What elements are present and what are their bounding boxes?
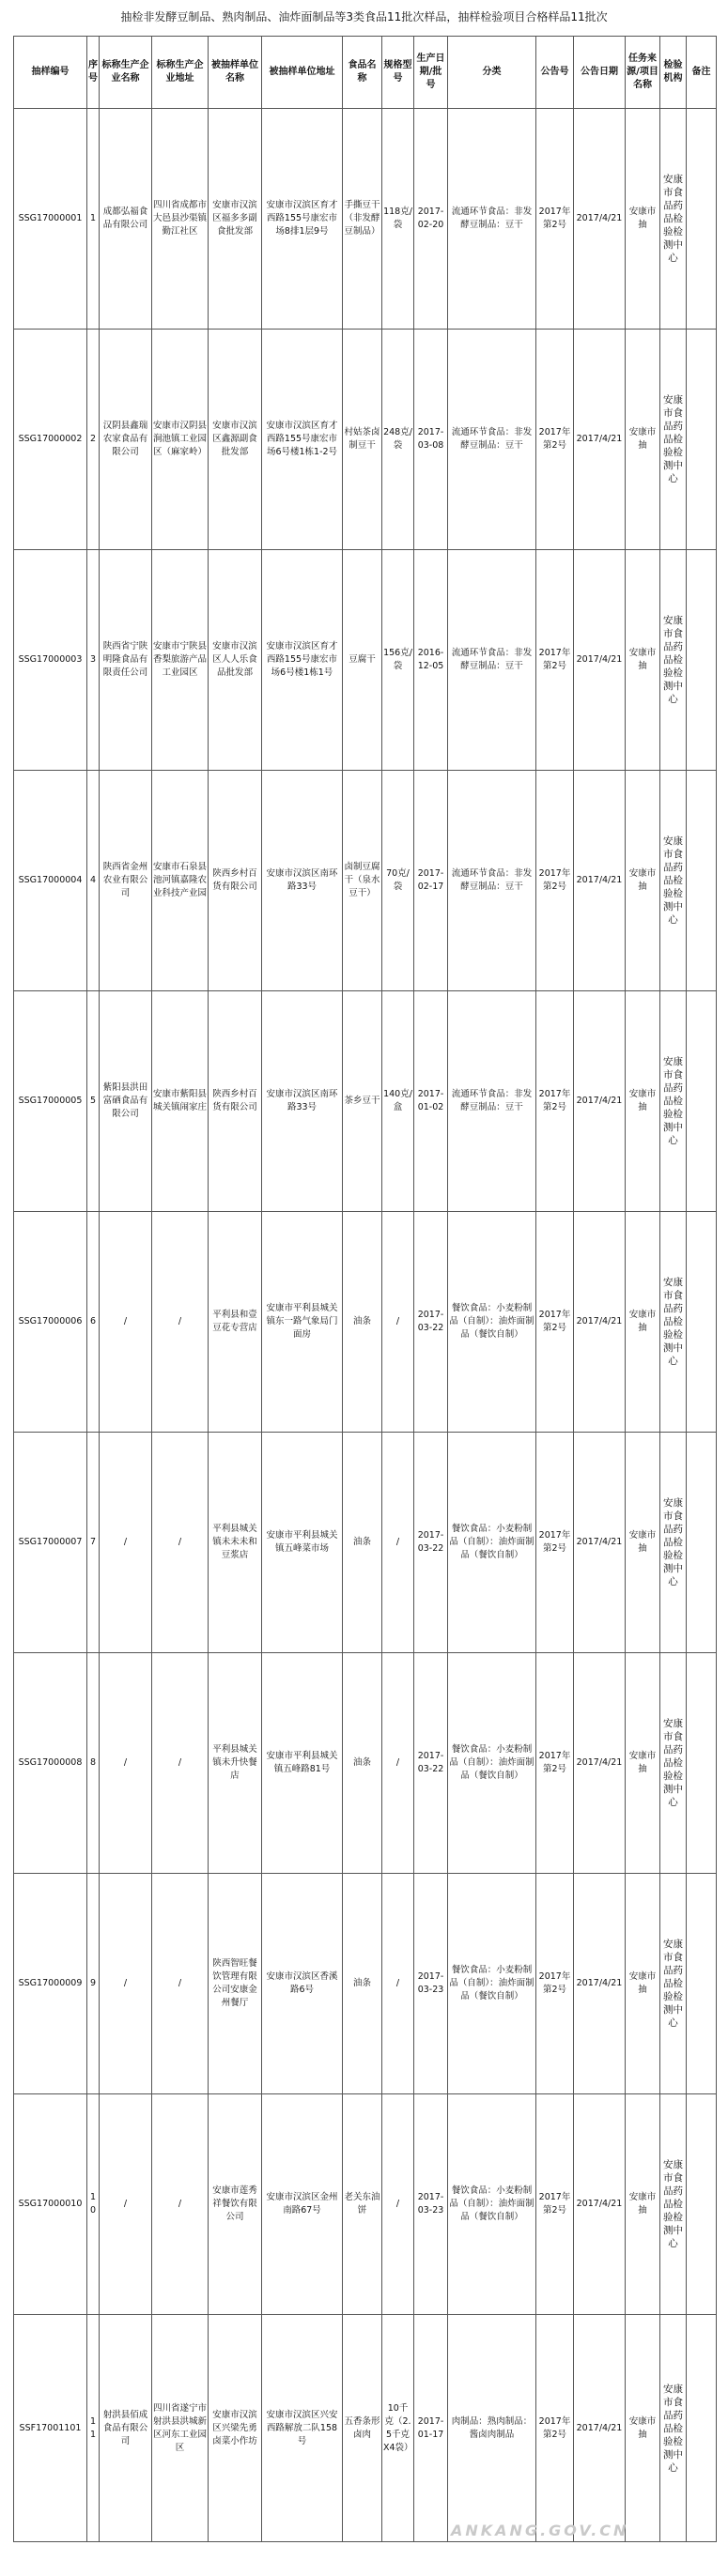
sample-code-cell: SSG17000006	[14, 1212, 87, 1433]
header-cell: 检验机构	[660, 37, 687, 109]
sampled-unit-address-cell: 安康市平利县城关镇五峰路81号	[262, 1653, 343, 1874]
manufacturer-cell: 紫阳县洪田富硒食品有限公司	[100, 991, 152, 1212]
serial-no-cell: 11	[87, 2315, 100, 2542]
table-row	[14, 1212, 717, 1433]
manufacturer-cell: 陕西省金州农业有限公司	[100, 771, 152, 991]
manufacturer-address-cell: /	[152, 1433, 209, 1653]
header-cell: 规格型号	[382, 37, 414, 109]
production-date-cell: 2017-03-23	[414, 1874, 448, 2094]
spec-cell: 118克/袋	[382, 109, 414, 330]
header-cell: 备注	[687, 37, 717, 109]
task-source-cell: 安康市抽	[626, 2315, 660, 2542]
sampled-unit-address-cell: 安康市平利县城关镇五峰菜市场	[262, 1433, 343, 1653]
header-cell: 标称生产企业名称	[100, 37, 152, 109]
notice-no-cell: 2017年第2号	[536, 1653, 574, 1874]
header-cell: 标称生产企业地址	[152, 37, 209, 109]
table-row	[14, 2315, 717, 2542]
sample-code-cell: SSG17000004	[14, 771, 87, 991]
sample-code-cell: SSG17000001	[14, 109, 87, 330]
table-row	[14, 109, 717, 330]
task-source-cell: 安康市抽	[626, 771, 660, 991]
header-row	[14, 37, 717, 109]
sampled-unit-cell: 安康市汉滨区鑫源副食批发部	[209, 330, 262, 550]
lab-cell: 安康市食品药品检验检测中心	[660, 771, 687, 991]
manufacturer-address-cell: /	[152, 1874, 209, 2094]
food-name-cell: 卤制豆腐干（泉水豆干）	[343, 771, 382, 991]
sampled-unit-cell: 安康市汉滨区福多多副食批发部	[209, 109, 262, 330]
remark-cell	[687, 991, 717, 1212]
header-cell: 被抽样单位地址	[262, 37, 343, 109]
category-cell: 肉制品：熟肉制品：酱卤肉制品	[448, 2315, 536, 2542]
notice-no-cell: 2017年第2号	[536, 2094, 574, 2315]
production-date-cell: 2017-02-17	[414, 771, 448, 991]
task-source-cell: 安康市抽	[626, 550, 660, 771]
remark-cell	[687, 2094, 717, 2315]
sampled-unit-address-cell: 安康市汉滨区南环路33号	[262, 771, 343, 991]
task-source-cell: 安康市抽	[626, 330, 660, 550]
food-name-cell: 五香条形卤肉	[343, 2315, 382, 2542]
sampled-unit-cell: 安康市汉滨区人人乐食品批发部	[209, 550, 262, 771]
category-cell: 流通环节食品：非发酵豆制品：豆干	[448, 991, 536, 1212]
publish-date-cell: 2017/4/21	[574, 330, 626, 550]
serial-no-cell: 2	[87, 330, 100, 550]
table-row	[14, 1874, 717, 2094]
serial-no-cell: 1	[87, 109, 100, 330]
table-row	[14, 1433, 717, 1653]
sample-code-cell: SSG17000005	[14, 991, 87, 1212]
table-row	[14, 991, 717, 1212]
sampled-unit-cell: 平利县城关镇未升快餐店	[209, 1653, 262, 1874]
manufacturer-cell: 汉阴县鑫瑞农家食品有限公司	[100, 330, 152, 550]
lab-cell: 安康市食品药品检验检测中心	[660, 2315, 687, 2542]
sampled-unit-address-cell: 安康市平利县城关镇东一路气象局门面房	[262, 1212, 343, 1433]
header-cell: 任务来源/项目名称	[626, 37, 660, 109]
manufacturer-address-cell: /	[152, 1212, 209, 1433]
food-name-cell: 村姑茶卤制豆干	[343, 330, 382, 550]
sampled-unit-cell: 陕西乡村百货有限公司	[209, 771, 262, 991]
lab-cell: 安康市食品药品检验检测中心	[660, 1653, 687, 1874]
serial-no-cell: 3	[87, 550, 100, 771]
publish-date-cell: 2017/4/21	[574, 109, 626, 330]
header-cell: 食品名称	[343, 37, 382, 109]
spec-cell: /	[382, 1874, 414, 2094]
food-name-cell: 茶乡豆干	[343, 991, 382, 1212]
production-date-cell: 2017-01-02	[414, 991, 448, 1212]
lab-cell: 安康市食品药品检验检测中心	[660, 2094, 687, 2315]
sampled-unit-address-cell: 安康市汉滨区香溪路6号	[262, 1874, 343, 2094]
sampled-unit-cell: 陕西智旺餐饮管理有限公司安康金州餐厅	[209, 1874, 262, 2094]
serial-no-cell: 8	[87, 1653, 100, 1874]
spec-cell: 10千克（2.5千克X4袋）	[382, 2315, 414, 2542]
sample-code-cell: SSG17000010	[14, 2094, 87, 2315]
serial-no-cell: 7	[87, 1433, 100, 1653]
food-name-cell: 豆腐干	[343, 550, 382, 771]
manufacturer-address-cell: 安康市紫阳县城关镇闹家庄	[152, 991, 209, 1212]
notice-no-cell: 2017年第2号	[536, 550, 574, 771]
production-date-cell: 2017-01-17	[414, 2315, 448, 2542]
spec-cell: 140克/盒	[382, 991, 414, 1212]
header-cell: 分类	[448, 37, 536, 109]
manufacturer-cell: 陕西省宁陕明隆食品有限责任公司	[100, 550, 152, 771]
manufacturer-cell: /	[100, 1653, 152, 1874]
page-title: 抽检非发酵豆制品、熟肉制品、油炸面制品等3类食品11批次样品，抽样检验项目合格样品11批次	[120, 10, 608, 23]
manufacturer-cell: /	[100, 1433, 152, 1653]
lab-cell: 安康市食品药品检验检测中心	[660, 1212, 687, 1433]
production-date-cell: 2017-03-22	[414, 1433, 448, 1653]
table-row	[14, 550, 717, 771]
notice-no-cell: 2017年第2号	[536, 1874, 574, 2094]
production-date-cell: 2017-03-22	[414, 1653, 448, 1874]
task-source-cell: 安康市抽	[626, 1212, 660, 1433]
sample-code-cell: SSG17000003	[14, 550, 87, 771]
manufacturer-address-cell: 安康市宁陕县香梨旅游产品工业园区	[152, 550, 209, 771]
task-source-cell: 安康市抽	[626, 1653, 660, 1874]
table-row	[14, 771, 717, 991]
header-cell: 公告号	[536, 37, 574, 109]
table-row	[14, 330, 717, 550]
category-cell: 餐饮食品：小麦粉制品（自制）：油炸面制品（餐饮自制）	[448, 1653, 536, 1874]
food-name-cell: 老关东油饼	[343, 2094, 382, 2315]
sampled-unit-address-cell: 安康市汉滨区兴安西路解放二队158号	[262, 2315, 343, 2542]
sampled-unit-cell: 安康市汉滨区兴梁先勇卤菜小作坊	[209, 2315, 262, 2542]
manufacturer-address-cell: 四川省成都市大邑县沙渠镇勤江社区	[152, 109, 209, 330]
publish-date-cell: 2017/4/21	[574, 1212, 626, 1433]
category-cell: 餐饮食品：小麦粉制品（自制）：油炸面制品（餐饮自制）	[448, 1874, 536, 2094]
remark-cell	[687, 1874, 717, 2094]
spec-cell: 248克/袋	[382, 330, 414, 550]
manufacturer-address-cell: 安康市石泉县池河镇嘉隆农业科技产业园	[152, 771, 209, 991]
notice-no-cell: 2017年第2号	[536, 1212, 574, 1433]
category-cell: 流通环节食品：非发酵豆制品：豆干	[448, 771, 536, 991]
remark-cell	[687, 550, 717, 771]
lab-cell: 安康市食品药品检验检测中心	[660, 991, 687, 1212]
sample-code-cell: SSG17000002	[14, 330, 87, 550]
publish-date-cell: 2017/4/21	[574, 771, 626, 991]
category-cell: 餐饮食品：小麦粉制品（自制）：油炸面制品（餐饮自制）	[448, 1212, 536, 1433]
spec-cell: /	[382, 1212, 414, 1433]
food-name-cell: 油条	[343, 1433, 382, 1653]
watermark: ANKANG.GOV.CN	[451, 2522, 629, 2539]
spec-cell: /	[382, 1433, 414, 1653]
header-cell: 被抽样单位名称	[209, 37, 262, 109]
task-source-cell: 安康市抽	[626, 991, 660, 1212]
task-source-cell: 安康市抽	[626, 109, 660, 330]
header-cell: 公告日期	[574, 37, 626, 109]
food-name-cell: 手撕豆干（非发酵豆制品）	[343, 109, 382, 330]
sampled-unit-address-cell: 安康市汉滨区金州南路67号	[262, 2094, 343, 2315]
sampled-unit-address-cell: 安康市汉滨区南环路33号	[262, 991, 343, 1212]
publish-date-cell: 2017/4/21	[574, 1433, 626, 1653]
category-cell: 流通环节食品：非发酵豆制品：豆干	[448, 109, 536, 330]
food-name-cell: 油条	[343, 1653, 382, 1874]
production-date-cell: 2017-03-22	[414, 1212, 448, 1433]
sample-code-cell: SSG17000007	[14, 1433, 87, 1653]
header-cell: 序号	[87, 37, 100, 109]
remark-cell	[687, 1433, 717, 1653]
spec-cell: 70克/袋	[382, 771, 414, 991]
sample-code-cell: SSG17000009	[14, 1874, 87, 2094]
lab-cell: 安康市食品药品检验检测中心	[660, 1874, 687, 2094]
spec-cell: /	[382, 1653, 414, 1874]
notice-no-cell: 2017年第2号	[536, 1433, 574, 1653]
publish-date-cell: 2017/4/21	[574, 1874, 626, 2094]
category-cell: 餐饮食品：小麦粉制品（自制）：油炸面制品（餐饮自制）	[448, 1433, 536, 1653]
remark-cell	[687, 109, 717, 330]
remark-cell	[687, 1653, 717, 1874]
manufacturer-cell: /	[100, 1212, 152, 1433]
manufacturer-address-cell: 四川省遂宁市射洪县洪城新区河东工业园区	[152, 2315, 209, 2542]
sampled-unit-address-cell: 安康市汉滨区育才西路155号康宏市场8排1层9号	[262, 109, 343, 330]
serial-no-cell: 5	[87, 991, 100, 1212]
publish-date-cell: 2017/4/21	[574, 2094, 626, 2315]
sampled-unit-cell: 安康市莲秀祥餐饮有限公司	[209, 2094, 262, 2315]
lab-cell: 安康市食品药品检验检测中心	[660, 550, 687, 771]
table-row	[14, 1653, 717, 1874]
sampled-unit-cell: 平利县城关镇未未未和豆浆店	[209, 1433, 262, 1653]
serial-no-cell: 10	[87, 2094, 100, 2315]
lab-cell: 安康市食品药品检验检测中心	[660, 330, 687, 550]
serial-no-cell: 4	[87, 771, 100, 991]
inspection-table	[13, 36, 717, 2542]
table-row	[14, 2094, 717, 2315]
category-cell: 餐饮食品：小麦粉制品（自制）：油炸面制品（餐饮自制）	[448, 2094, 536, 2315]
sampled-unit-address-cell: 安康市汉滨区育才西路155号康宏市场6号楼1栋1号	[262, 550, 343, 771]
category-cell: 流通环节食品：非发酵豆制品：豆干	[448, 330, 536, 550]
sample-code-cell: SSF17001101	[14, 2315, 87, 2542]
lab-cell: 安康市食品药品检验检测中心	[660, 1433, 687, 1653]
sampled-unit-cell: 陕西乡村百货有限公司	[209, 991, 262, 1212]
notice-no-cell: 2017年第2号	[536, 2315, 574, 2542]
production-date-cell: 2017-03-23	[414, 2094, 448, 2315]
production-date-cell: 2017-03-08	[414, 330, 448, 550]
publish-date-cell: 2017/4/21	[574, 991, 626, 1212]
lab-cell: 安康市食品药品检验检测中心	[660, 109, 687, 330]
task-source-cell: 安康市抽	[626, 1433, 660, 1653]
remark-cell	[687, 330, 717, 550]
sampled-unit-cell: 平利县和壹豆花专营店	[209, 1212, 262, 1433]
remark-cell	[687, 2315, 717, 2542]
manufacturer-address-cell: /	[152, 1653, 209, 1874]
remark-cell	[687, 1212, 717, 1433]
production-date-cell: 2017-02-20	[414, 109, 448, 330]
notice-no-cell: 2017年第2号	[536, 330, 574, 550]
manufacturer-address-cell: 安康市汉阴县涧池镇工业园区（麻家岭）	[152, 330, 209, 550]
notice-no-cell: 2017年第2号	[536, 991, 574, 1212]
manufacturer-cell: 射洪县佰成食品有限公司	[100, 2315, 152, 2542]
manufacturer-cell: /	[100, 2094, 152, 2315]
serial-no-cell: 9	[87, 1874, 100, 2094]
task-source-cell: 安康市抽	[626, 1874, 660, 2094]
spec-cell: 156克/袋	[382, 550, 414, 771]
spec-cell: /	[382, 2094, 414, 2315]
manufacturer-cell: /	[100, 1874, 152, 2094]
manufacturer-cell: 成都弘福食品有限公司	[100, 109, 152, 330]
publish-date-cell: 2017/4/21	[574, 1653, 626, 1874]
sampled-unit-address-cell: 安康市汉滨区育才西路155号康宏市场6号楼1栋1-2号	[262, 330, 343, 550]
notice-no-cell: 2017年第2号	[536, 771, 574, 991]
production-date-cell: 2016-12-05	[414, 550, 448, 771]
header-cell: 抽样编号	[14, 37, 87, 109]
serial-no-cell: 6	[87, 1212, 100, 1433]
food-name-cell: 油条	[343, 1212, 382, 1433]
category-cell: 流通环节食品：非发酵豆制品：豆干	[448, 550, 536, 771]
sample-code-cell: SSG17000008	[14, 1653, 87, 1874]
remark-cell	[687, 771, 717, 991]
task-source-cell: 安康市抽	[626, 2094, 660, 2315]
publish-date-cell: 2017/4/21	[574, 550, 626, 771]
publish-date-cell: 2017/4/21	[574, 2315, 626, 2542]
header-cell: 生产日期/批号	[414, 37, 448, 109]
food-name-cell: 油条	[343, 1874, 382, 2094]
notice-no-cell: 2017年第2号	[536, 109, 574, 330]
manufacturer-address-cell: /	[152, 2094, 209, 2315]
